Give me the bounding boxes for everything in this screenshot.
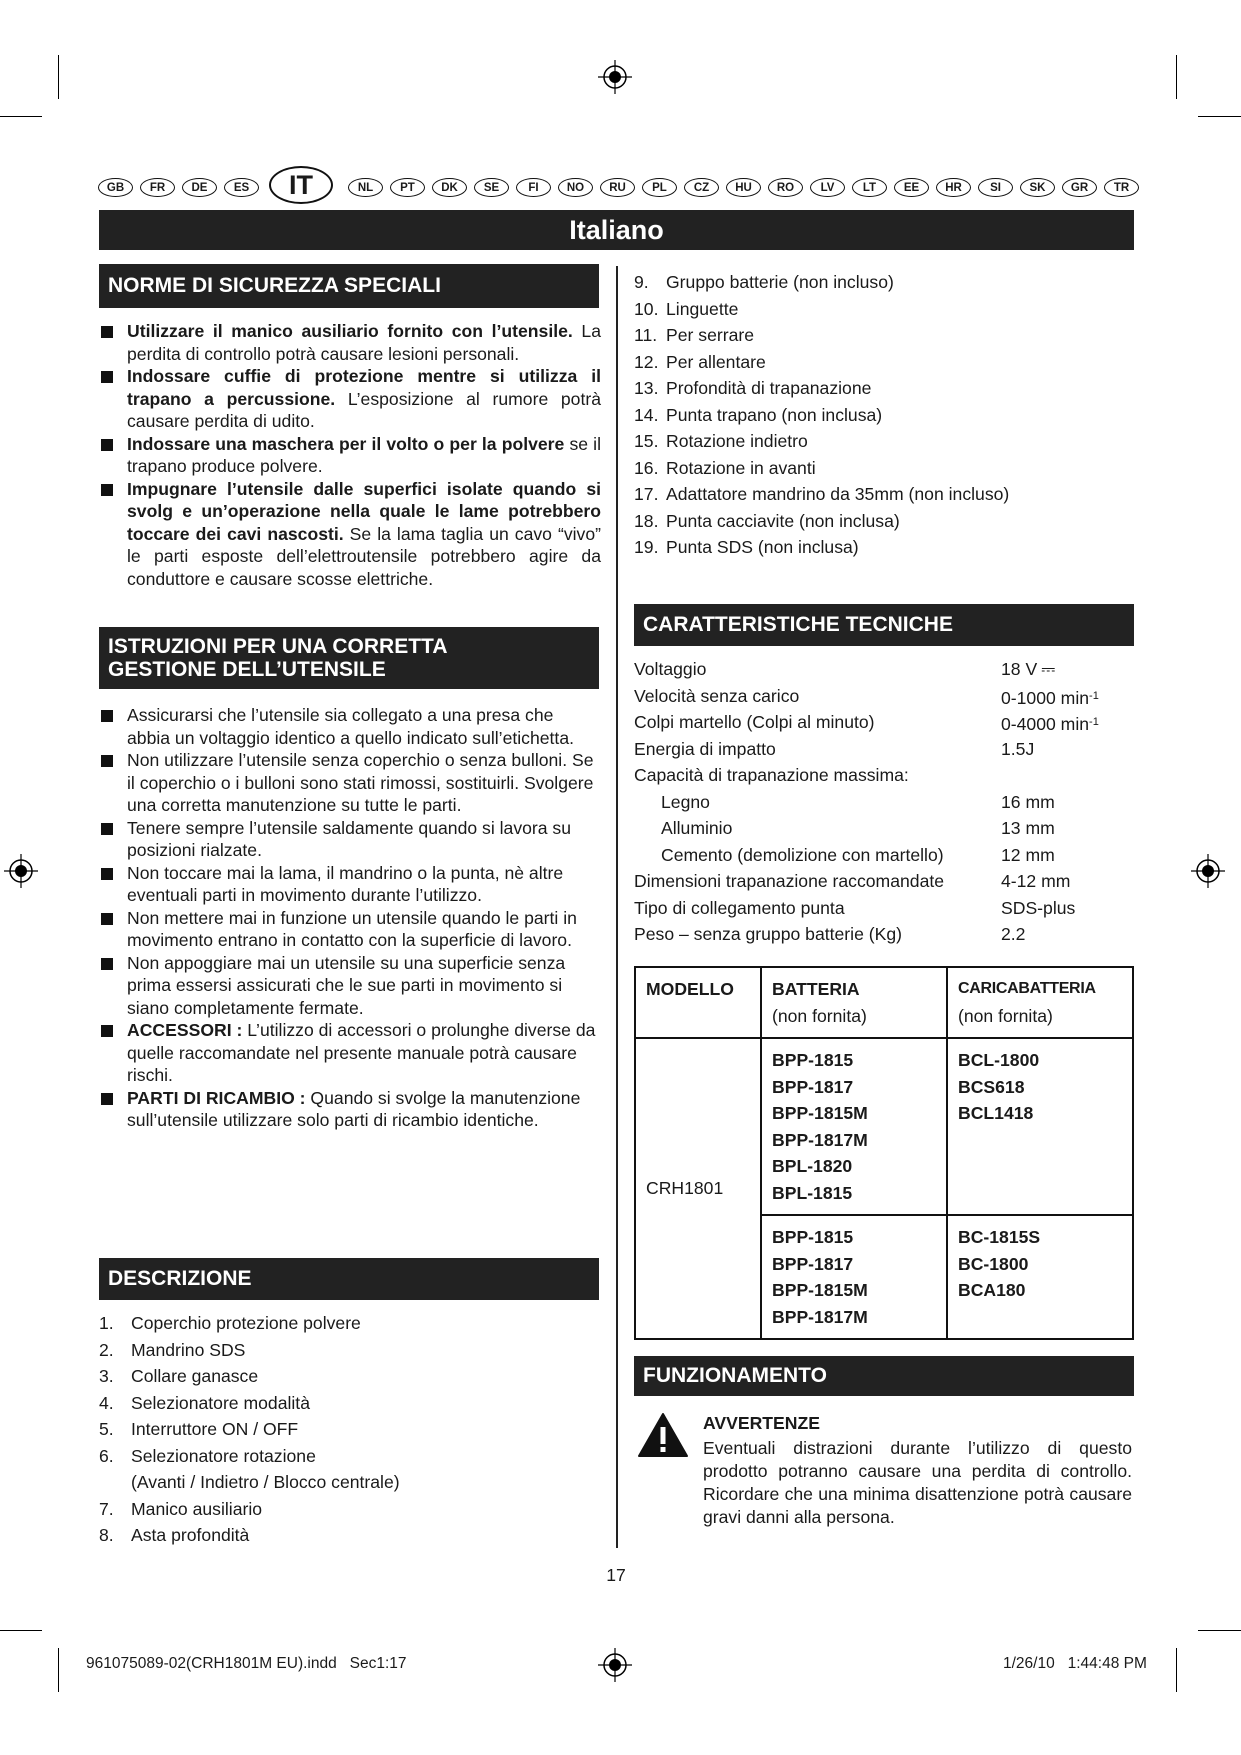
crop-mark (58, 1648, 59, 1692)
list-item-text: Adattatore mandrino da 35mm (non incluso) (666, 484, 1010, 504)
spec-value (1001, 736, 1034, 763)
language-tab-fi[interactable]: FI (516, 178, 551, 197)
spec-value-text: 16 mm (1001, 791, 1055, 812)
spec-unit-exponent: -1 (1089, 716, 1099, 728)
list-item (634, 481, 1009, 508)
table-cell-batteries: BPP-1815 BPP-1817 BPP-1815M BPP-1817M (772, 1227, 868, 1327)
list-item-number: 18. (634, 510, 659, 531)
list-item-text: Quando si svolge la manutenzione sull’utensile utilizzare solo parti di ricambio identiche. (127, 1087, 581, 1130)
spec-label: Velocità senza carico (634, 685, 800, 706)
section-heading-norme: NORME DI SICUREZZA SPECIALI (99, 264, 599, 308)
spec-label: Energia di impatto (634, 738, 776, 759)
list-item-number: 2. (99, 1339, 114, 1360)
spec-row (634, 709, 1134, 736)
spec-value (1001, 921, 1025, 948)
spec-label: Voltaggio (634, 659, 707, 679)
list-item-text: Selezionatore rotazione (131, 1445, 316, 1466)
spec-value (1001, 815, 1055, 842)
language-tab-pt[interactable]: PT (390, 178, 425, 197)
list-item-text: Rotazione in avanti (666, 457, 816, 478)
list-item-emphasis: Utilizzare il manico ausiliario fornito con l’utensile. (127, 321, 573, 341)
spec-unit-exponent: -1 (1089, 689, 1099, 702)
language-tab-cz[interactable]: CZ (684, 178, 719, 197)
column-divider (616, 266, 618, 1548)
list-item-text: La perdita di controllo potrà causare lesioni personali. (127, 321, 601, 364)
language-tab-no[interactable]: NO (558, 178, 593, 197)
bullet-square-icon (101, 1093, 113, 1105)
bullet-square-icon (101, 326, 113, 338)
spec-row (634, 789, 1134, 816)
list-item-emphasis: ACCESSORI : (127, 1020, 243, 1040)
table-header-batteria: BATTERIA (772, 979, 860, 999)
dc-voltage-icon: ⎓ (1041, 659, 1056, 679)
list-item (99, 1337, 400, 1364)
language-tab-ro[interactable]: RO (768, 178, 803, 197)
table-cell-model: CRH1801 (646, 1178, 724, 1199)
warning-text: Eventuali distrazioni durante l’utilizzo di questo prodotto potranno causare una perdita di controllo. Ricordare che una minima disattenzione potrà causare gravi danni alla persona. (703, 1438, 1132, 1527)
list-item-number: 16. (634, 457, 659, 478)
language-tab-lt[interactable]: LT (852, 178, 887, 197)
list-item-text: Interruttore ON / OFF (131, 1419, 299, 1439)
list-item-text: Profondità di trapanazione (666, 378, 872, 398)
bullet-square-icon (101, 755, 113, 767)
spec-label: Legno (661, 791, 710, 812)
page-title: Italiano (99, 210, 1134, 250)
language-tab-ru[interactable]: RU (600, 178, 635, 197)
list-item-text: Mandrino SDS (131, 1339, 246, 1360)
list-item-emphasis: PARTI DI RICAMBIO : (127, 1087, 306, 1108)
spec-label: Peso – senza gruppo batterie (Kg) (634, 924, 902, 944)
list-item-number: 13. (634, 378, 659, 398)
spec-value-text: 2.2 (1001, 924, 1026, 944)
crop-mark (0, 116, 42, 117)
registration-mark-icon (1191, 854, 1225, 888)
list-item (99, 1469, 400, 1496)
list-item (99, 1390, 400, 1417)
list-item-text: Per allentare (666, 351, 766, 372)
bullet-square-icon (101, 710, 113, 722)
bullet-square-icon (101, 958, 113, 970)
descrizione-list-continued (634, 269, 1009, 561)
language-tab-ee[interactable]: EE (894, 178, 929, 197)
bullet-square-icon (101, 823, 113, 835)
list-item (634, 428, 1009, 455)
table-header-caricabatteria-sub: (non fornita) (958, 1005, 1053, 1026)
list-item-number: 17. (634, 484, 659, 504)
table-cell-chargers: BCL-1800 BCS618 BCL1418 (958, 1050, 1040, 1123)
spec-value-text: 1.5J (1001, 738, 1035, 759)
spec-value (1001, 868, 1070, 895)
list-item-text: Coperchio protezione polvere (131, 1313, 361, 1333)
list-item (99, 952, 601, 1020)
language-tab-lv[interactable]: LV (810, 178, 845, 197)
section-heading-caratteristiche: CARATTERISTICHE TECNICHE (634, 604, 1134, 646)
list-item (99, 1363, 400, 1390)
list-item (99, 817, 601, 862)
language-tab-hr[interactable]: HR (936, 178, 971, 197)
section-heading-funzionamento: FUNZIONAMENTO (634, 1356, 1134, 1396)
language-tab-tr[interactable]: TR (1104, 178, 1139, 197)
table-cell-batteries: BPP-1815 BPP-1817 BPP-1815M BPP-1817M BPL-1820 BPL-1815 (772, 1050, 868, 1203)
list-item-number: 14. (634, 404, 659, 425)
language-tab-es[interactable]: ES (224, 178, 259, 197)
list-item-number: 6. (99, 1445, 114, 1466)
section-heading-istruzioni: ISTRUZIONI PER UNA CORRETTA GESTIONE DELL’UTENSILE (99, 627, 599, 689)
list-item (99, 749, 601, 817)
list-item (634, 455, 1009, 482)
spec-row (634, 921, 1134, 948)
language-tab-it[interactable]: IT (269, 166, 333, 204)
list-item (634, 269, 1009, 296)
warning-icon (637, 1412, 689, 1458)
table-header-batteria-sub: (non fornita) (772, 1005, 867, 1026)
list-item-number: 15. (634, 431, 659, 451)
bullet-square-icon (101, 371, 113, 383)
list-item (634, 534, 1009, 561)
footer-timestamp: 1/26/10 1:44:48 PM (1003, 1655, 1147, 1672)
language-tab-gr[interactable]: GR (1062, 178, 1097, 197)
model-compatibility-table (634, 966, 1134, 1340)
spec-label: Capacità di trapanazione massima: (634, 765, 909, 785)
list-item-text: Manico ausiliario (131, 1498, 263, 1519)
list-item-text: Gruppo batterie (non incluso) (666, 272, 894, 292)
bullet-square-icon (101, 484, 113, 496)
list-item-text: Non appoggiare mai un utensile su una superficie senza prima essersi assicurati che le sue parti in movimento si siano completamente fermate. (127, 952, 566, 1018)
spec-label: Cemento (demolizione con martello) (661, 844, 944, 865)
warning-title: AVVERTENZE (703, 1413, 820, 1433)
list-item-number: 11. (634, 325, 658, 345)
footer-file-info: 961075089-02(CRH1801M EU).indd Sec1:17 (86, 1655, 407, 1672)
list-item-number: 12. (634, 351, 659, 372)
list-item-number: 3. (99, 1366, 114, 1386)
list-item-emphasis: Impugnare l’utensile dalle superfici isolate quando si svolg e un’operazione nella quale le lame potrebbero toccare dei cavi nascosti. (127, 478, 601, 544)
spec-value-text: 12 mm (1001, 844, 1055, 865)
crop-mark (1176, 1648, 1177, 1692)
list-item-emphasis: Indossare cuffie di protezione mentre si utilizza il trapano a percussione. (127, 366, 601, 409)
list-item-number: 10. (634, 298, 659, 319)
spec-label: Dimensioni trapanazione raccomandate (634, 871, 945, 891)
spec-value (1001, 656, 1055, 683)
language-tab-fr[interactable]: FR (140, 178, 175, 197)
list-item-number: 8. (99, 1525, 114, 1545)
list-item-text: Punta cacciavite (non inclusa) (666, 510, 900, 531)
list-item (99, 1416, 400, 1443)
spec-row (634, 762, 1134, 789)
spec-value-text: 0-1000 min (1001, 687, 1090, 708)
language-tab-se[interactable]: SE (474, 178, 509, 197)
language-tab-gb[interactable]: GB (98, 178, 133, 197)
crop-mark (1198, 116, 1241, 117)
language-tab-sk[interactable]: SK (1020, 178, 1055, 197)
spec-value-text: 13 mm (1001, 818, 1055, 838)
list-item (99, 1496, 400, 1523)
table-cell-chargers: BC-1815S BC-1800 BCA180 (958, 1227, 1041, 1300)
list-item-text: Collare ganasce (131, 1366, 259, 1386)
spec-label: Tipo di collegamento punta (634, 897, 845, 918)
list-item-number: 9. (634, 272, 649, 292)
bullet-square-icon (101, 1025, 113, 1037)
list-item (99, 320, 601, 365)
language-tab-hu[interactable]: HU (726, 178, 761, 197)
bullet-square-icon (101, 913, 113, 925)
spec-value (1001, 683, 1099, 712)
list-item-number: 7. (99, 1498, 114, 1519)
list-item-text: Punta trapano (non inclusa) (666, 404, 883, 425)
list-item (99, 862, 601, 907)
list-item-text: Non toccare mai la lama, il mandrino o la punta, nè altre eventuali parti in movimento durante l’utilizzo. (127, 862, 564, 905)
list-item (634, 349, 1009, 376)
list-item-text: Rotazione indietro (666, 431, 808, 451)
list-item-text: Non utilizzare l’utensile senza coperchio o senza bulloni. Se il coperchio o i bulloni sono stati rimossi, sostituirli. Svolgere una corretta manutenzione su tutte le parti. (127, 750, 594, 815)
spec-row (634, 868, 1134, 895)
list-item-text: se il trapano produce polvere. (127, 433, 601, 476)
list-item (99, 1019, 601, 1087)
spec-row (634, 656, 1134, 683)
list-item-emphasis: Indossare una maschera per il volto o per la polvere (127, 433, 565, 454)
bullet-square-icon (101, 868, 113, 880)
list-item-text: (Avanti / Indietro / Blocco centrale) (131, 1472, 400, 1492)
bullet-square-icon (101, 439, 113, 451)
list-item (634, 322, 1009, 349)
language-tab-si[interactable]: SI (978, 178, 1013, 197)
page-number: 17 (606, 1565, 626, 1585)
list-item-text: Se la lama taglia un cavo “vivo” le parti esposte dell’elettroutensile potrebbero agire da conduttore e causare scosse elettriche. (127, 523, 601, 589)
list-item-number: 4. (99, 1392, 114, 1413)
spec-row (634, 683, 1134, 710)
list-item-text: Per serrare (666, 325, 754, 345)
spec-value (1001, 842, 1055, 869)
list-item-text: Assicurarsi che l’utensile sia collegato a una presa che abbia un voltaggio identico a quello indicato sull’etichetta. (127, 705, 574, 748)
table-header-modello: MODELLO (646, 979, 734, 999)
list-item (99, 433, 601, 478)
list-item-number: 1. (99, 1313, 114, 1333)
norme-list (99, 320, 601, 590)
section-heading-descrizione: DESCRIZIONE (99, 1258, 599, 1300)
registration-mark-icon (598, 1648, 632, 1682)
registration-mark-icon (598, 60, 632, 94)
crop-mark (1176, 55, 1177, 99)
list-item (99, 907, 601, 952)
list-item (99, 1087, 601, 1132)
list-item (634, 508, 1009, 535)
list-item (99, 365, 601, 433)
list-item-text: Asta profondità (131, 1525, 250, 1545)
list-item (634, 296, 1009, 323)
spec-row (634, 815, 1134, 842)
specifications-list (634, 656, 1134, 948)
spec-value (1001, 709, 1099, 738)
spec-value (1001, 895, 1075, 922)
list-item (634, 375, 1009, 402)
list-item-text: Non mettere mai in funzione un utensile quando le parti in movimento entrano in contatto con la superficie di lavoro. (127, 907, 577, 950)
language-tab-nl[interactable]: NL (348, 178, 383, 197)
descrizione-list (99, 1310, 400, 1549)
list-item-text: L’utilizzo di accessori o prolunghe diverse da quelle raccomandate nel presente manuale potrà causare rischi. (127, 1020, 596, 1085)
list-item-text: Punta SDS (non inclusa) (666, 537, 859, 557)
spec-row (634, 736, 1134, 763)
language-tab-pl[interactable]: PL (642, 178, 677, 197)
crop-mark (58, 55, 59, 99)
language-tab-de[interactable]: DE (182, 178, 217, 197)
list-item (99, 1310, 400, 1337)
crop-mark (0, 1630, 42, 1631)
list-item (99, 1443, 400, 1470)
list-item (99, 478, 601, 591)
table-header-caricabatteria: CARICABATTERIA (958, 980, 1096, 997)
spec-label: Alluminio (661, 818, 733, 838)
list-item (99, 704, 601, 749)
language-tab-dk[interactable]: DK (432, 178, 467, 197)
spec-value-text: SDS-plus (1001, 897, 1076, 918)
list-item-text: L’esposizione al rumore potrà causare perdita di udito. (127, 388, 601, 431)
language-selector (98, 166, 1134, 206)
list-item-number: 19. (634, 537, 659, 557)
list-item-text: Linguette (666, 298, 739, 319)
spec-value (1001, 789, 1055, 816)
spec-value-text: 18 V (1001, 659, 1038, 679)
list-item (99, 1522, 400, 1549)
spec-value-text: 0-4000 min (1001, 714, 1090, 734)
spec-value-text: 4-12 mm (1001, 871, 1071, 891)
spec-row (634, 842, 1134, 869)
spec-label: Colpi martello (Colpi al minuto) (634, 712, 875, 732)
registration-mark-icon (4, 854, 38, 888)
list-item-text: Tenere sempre l’utensile saldamente quando si lavora su posizioni rialzate. (127, 817, 572, 860)
istruzioni-list (99, 704, 601, 1132)
list-item (634, 402, 1009, 429)
crop-mark (1198, 1630, 1241, 1631)
list-item-number: 5. (99, 1419, 114, 1439)
spec-row (634, 895, 1134, 922)
list-item-text: Selezionatore modalità (131, 1392, 310, 1413)
